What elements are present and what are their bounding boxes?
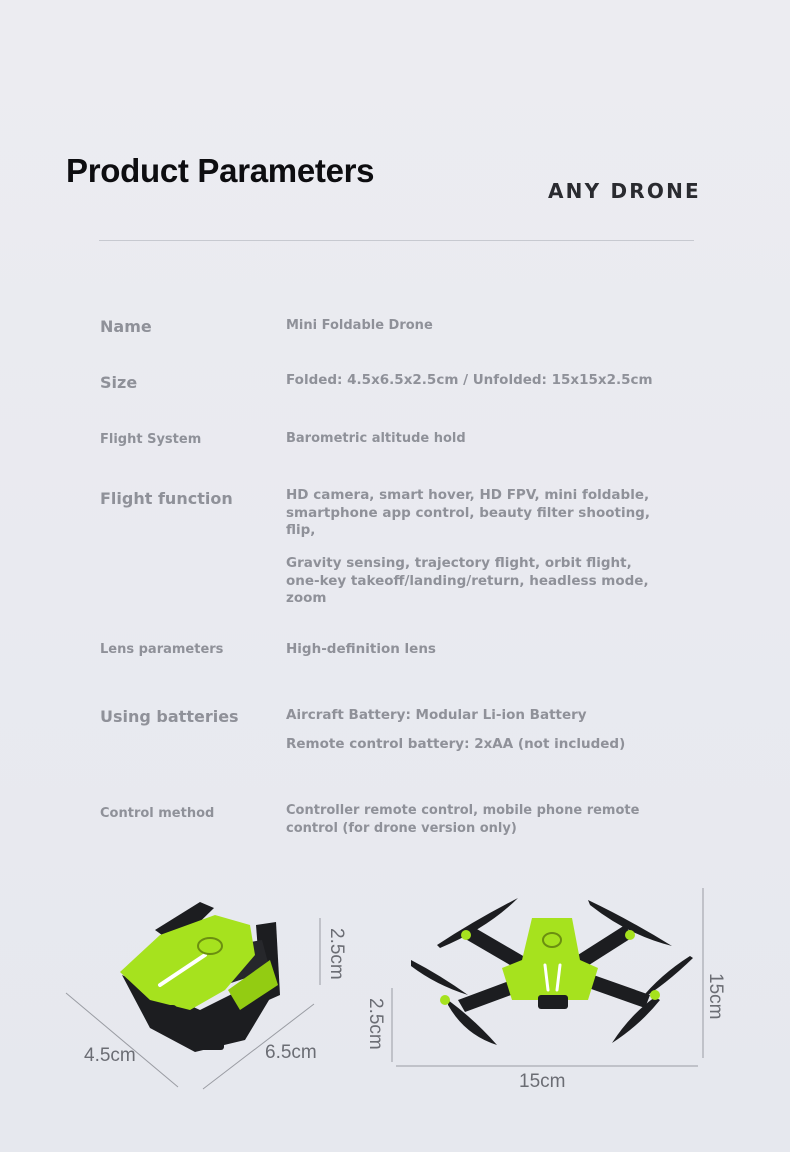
param-label: Flight System bbox=[100, 432, 202, 447]
page-title: Product Parameters bbox=[66, 152, 375, 189]
folded-width-label: 4.5cm bbox=[84, 1045, 136, 1066]
param-value: Barometric altitude hold bbox=[286, 431, 466, 446]
param-value: High-definition lens bbox=[286, 641, 436, 657]
folded-drone-image bbox=[120, 902, 280, 1052]
unfolded-height-label: 2.5cm bbox=[365, 998, 386, 1050]
param-label: Lens parameters bbox=[100, 642, 224, 657]
param-value-2: Remote control battery: 2xAA (not included) bbox=[286, 736, 626, 752]
param-value-2: Gravity sensing, trajectory flight, orbit flight, one-key takeoff/landing/return, headless mode, zoom bbox=[286, 555, 649, 606]
param-value: Mini Foldable Drone bbox=[286, 318, 433, 333]
param-value: Controller remote control, mobile phone remote control (for drone version only) bbox=[286, 803, 640, 836]
param-label: Using batteries bbox=[100, 707, 239, 726]
param-label: Name bbox=[100, 317, 152, 336]
param-label: Flight function bbox=[100, 489, 233, 508]
unfolded-drone-image bbox=[411, 898, 693, 1045]
param-value: Aircraft Battery: Modular Li-ion Battery bbox=[286, 707, 587, 723]
brand-logo: ANY DRONE bbox=[548, 179, 701, 203]
unfolded-width-label: 15cm bbox=[705, 973, 726, 1020]
param-value: HD camera, smart hover, HD FPV, mini foldable, smartphone app control, beauty filter shooting, flip, bbox=[286, 487, 650, 538]
unfolded-length-label: 15cm bbox=[519, 1071, 566, 1092]
param-label: Control method bbox=[100, 806, 215, 821]
param-label: Size bbox=[100, 373, 138, 392]
param-value: Folded: 4.5x6.5x2.5cm / Unfolded: 15x15x2.5cm bbox=[286, 372, 653, 388]
folded-length-label: 6.5cm bbox=[265, 1042, 317, 1063]
folded-height-label: 2.5cm bbox=[326, 928, 347, 980]
